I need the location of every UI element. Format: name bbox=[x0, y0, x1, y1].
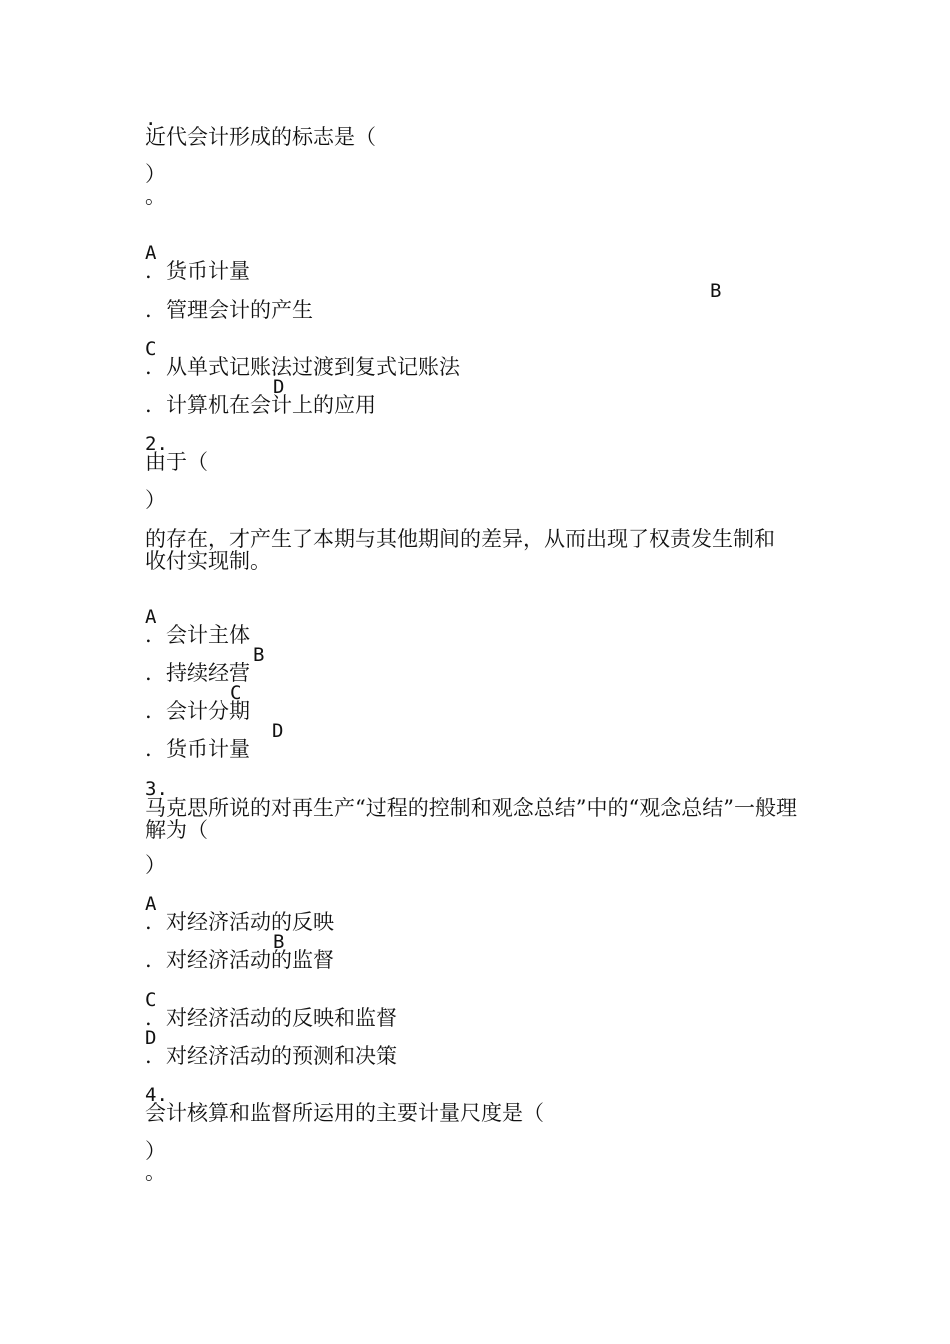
option-letter: D bbox=[145, 1027, 157, 1049]
option-text: 对经济活动的反映 bbox=[166, 910, 334, 934]
option-dot: . bbox=[145, 661, 152, 685]
option-dot: . bbox=[145, 298, 152, 322]
question-number: 4. bbox=[145, 1084, 168, 1106]
option-letter: D bbox=[272, 720, 284, 742]
option-text: 会计主体 bbox=[166, 623, 250, 647]
option-dot: . bbox=[145, 259, 152, 283]
option-dot: . bbox=[145, 623, 152, 647]
option-text: 货币计量 bbox=[166, 259, 250, 283]
answer-paren: ） bbox=[145, 162, 166, 186]
option-text: 对经济活动的预测和决策 bbox=[166, 1044, 397, 1068]
question-stem-continued: 的存在，才产生了本期与其他期间的差异，从而出现了权责发生制和收付实现制。 bbox=[145, 527, 775, 573]
option-letter: B bbox=[253, 644, 265, 666]
option-text: 从单式记账法过渡到复式记账法 bbox=[166, 355, 460, 379]
option-letter: C bbox=[145, 338, 157, 360]
question-stem: 由于（ bbox=[145, 450, 208, 474]
option-letter: B bbox=[273, 931, 285, 953]
option-dot: . bbox=[145, 948, 152, 972]
question-stem: 马克思所说的对再生产“过程的控制和观念总结”中的“观念总结”一般理解为（ bbox=[145, 796, 797, 842]
end-mark: 。 bbox=[145, 1160, 166, 1184]
answer-paren: ） bbox=[145, 488, 166, 512]
option-letter: C bbox=[230, 682, 242, 704]
answer-paren: ） bbox=[145, 853, 166, 877]
question-number: 2. bbox=[145, 433, 168, 455]
question-number: 3. bbox=[145, 778, 168, 800]
option-letter: D bbox=[273, 376, 285, 398]
option-text: 计算机在会计上的应用 bbox=[166, 393, 376, 417]
question-stem: 近代会计形成的标志是（ bbox=[145, 125, 376, 149]
option-dot: . bbox=[145, 1006, 152, 1030]
option-dot: . bbox=[145, 1044, 152, 1068]
option-dot: . bbox=[145, 699, 152, 723]
option-letter: B bbox=[710, 280, 722, 302]
option-text: 对经济活动的监督 bbox=[166, 948, 334, 972]
option-dot: . bbox=[145, 910, 152, 934]
end-mark: 。 bbox=[145, 184, 166, 208]
option-letter: C bbox=[145, 989, 157, 1011]
question-number: . bbox=[145, 108, 157, 130]
option-text: 会计分期 bbox=[166, 699, 250, 723]
answer-paren: ） bbox=[145, 1139, 166, 1163]
option-letter: A bbox=[145, 893, 157, 915]
option-text: 管理会计的产生 bbox=[166, 298, 313, 322]
option-letter: A bbox=[145, 606, 157, 628]
option-dot: . bbox=[145, 737, 152, 761]
question-stem: 会计核算和监督所运用的主要计量尺度是（ bbox=[145, 1101, 544, 1125]
option-letter: A bbox=[145, 242, 157, 264]
option-text: 货币计量 bbox=[166, 737, 250, 761]
option-dot: . bbox=[145, 355, 152, 379]
option-text: 对经济活动的反映和监督 bbox=[166, 1006, 397, 1030]
option-text: 持续经营 bbox=[166, 661, 250, 685]
option-dot: . bbox=[145, 393, 152, 417]
